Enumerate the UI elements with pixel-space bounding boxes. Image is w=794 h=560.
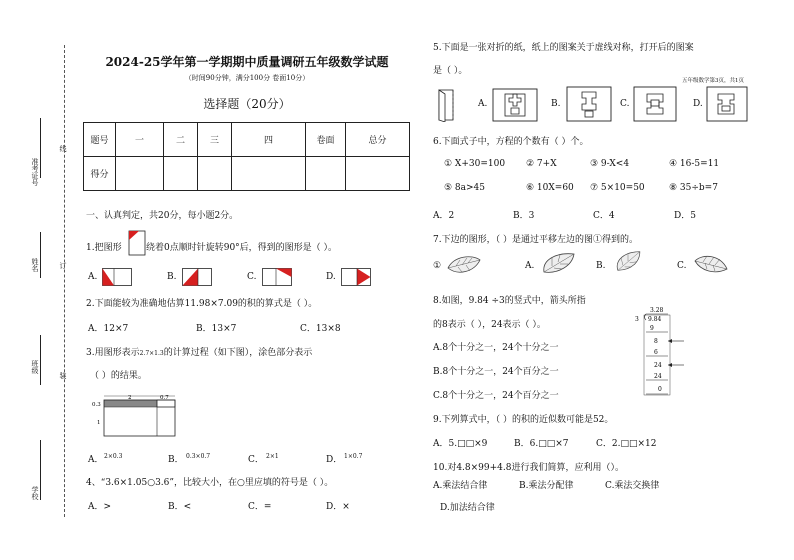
q6-item-6: ⑥ 10X=60 <box>526 183 574 193</box>
score-table-row <box>84 157 410 191</box>
q7-option-c[interactable]: C. <box>677 261 687 271</box>
q1-text-a: 1.把图形 <box>86 243 122 253</box>
sidebar-label-exam-no: 准考证号 <box>31 158 39 186</box>
q6-item-2: ② 7+X <box>526 159 557 169</box>
q5-option-b-figure <box>566 86 612 122</box>
q9-text: 9.下列算式中，（ ）的积的近似数可能是52。 <box>433 415 614 425</box>
q6-option-a[interactable]: A．2 <box>433 211 455 221</box>
part1-heading: 一、认真判定，共20分，每小题2分。 <box>86 211 239 221</box>
q3-option-a[interactable]: A． <box>88 455 104 465</box>
q1-text-b: 绕着0点顺时针旋转90°后，得到的图形是（ ）。 <box>146 243 338 253</box>
q6-item-1: ① X+30=100 <box>444 159 506 169</box>
q1-option-b[interactable]: B. <box>167 272 177 282</box>
q3-text-a: 3.用图形表示 <box>86 348 140 358</box>
score-header-cell: 一 <box>116 123 164 157</box>
q1-option-d[interactable]: D. <box>326 272 336 282</box>
q8-division-figure <box>632 305 692 403</box>
q5-option-b[interactable]: B. <box>551 99 561 109</box>
q8-option-c[interactable]: C.8个十分之一，24个百分之一 <box>433 391 559 401</box>
q3-option-b-expr: 0.3×0.7 <box>186 453 211 460</box>
q6-item-3: ③ 9-X<4 <box>590 159 630 169</box>
q3-fig-left-top: 0.3 <box>92 402 101 408</box>
q4-text: 4、“3.6×1.05○3.6”，比较大小，在○里应填的符号是（ ）。 <box>86 478 334 488</box>
sidebar-label-name: 姓名 <box>31 258 39 272</box>
sidebar-mark-zhuang: 装 <box>59 372 67 379</box>
q5-option-d[interactable]: D. <box>693 99 703 109</box>
q5-text-b: 是（ ）。 <box>433 66 468 76</box>
q8-step-6: 0 <box>658 386 662 393</box>
q1-option-d-figure <box>341 268 371 286</box>
page-number: 五年级数学第3页，共1页 <box>682 78 744 84</box>
score-header-cell: 二 <box>164 123 198 157</box>
q8-quotient: 3.28 <box>650 307 664 314</box>
q1-figure <box>128 230 146 256</box>
binding-line <box>64 45 65 517</box>
sidebar-rule-name <box>40 232 41 278</box>
score-header-cell: 题号 <box>84 123 116 157</box>
q10-option-b[interactable]: B.乘法分配律 <box>519 481 574 491</box>
exam-subtitle: （时间90分钟，满分100分 卷面10分） <box>184 74 310 82</box>
q7-option-c-leaf <box>693 253 729 275</box>
score-header-cell: 卷面 <box>306 123 346 157</box>
q3-option-b[interactable]: B． <box>168 455 184 465</box>
q8-step-2: 8 <box>654 338 658 345</box>
q5-option-c-figure <box>633 86 677 122</box>
q5-option-d-figure <box>706 86 748 122</box>
q8-option-b[interactable]: B.8个十分之一，24个百分之一 <box>433 367 559 377</box>
q10-option-c[interactable]: C.乘法交换律 <box>605 481 660 491</box>
q1-option-c-figure <box>262 268 292 286</box>
q10-text: 10.对4.8×99+4.8进行我们简算，应利用（）。 <box>433 463 624 473</box>
q2-option-c[interactable]: C．13×8 <box>300 324 341 334</box>
q7-option-b[interactable]: B. <box>596 261 606 271</box>
score-cell[interactable] <box>232 157 306 191</box>
score-cell[interactable] <box>198 157 232 191</box>
q4-option-b[interactable]: B．< <box>168 502 192 512</box>
q8-step-3: 6 <box>654 349 658 356</box>
q3-fig-top-left: 2 <box>128 395 132 401</box>
q8-dividend: 9.84 <box>648 316 662 323</box>
section-heading: 选择题（20分） <box>203 97 291 111</box>
score-cell[interactable] <box>346 157 410 191</box>
score-cell[interactable] <box>164 157 198 191</box>
q5-folded-paper <box>436 88 460 122</box>
q5-text-a: 5.下面是一张对折的纸，纸上的图案关于虚线对称，打开后的图案 <box>433 43 694 53</box>
q3-expr: 2.7×1.3 <box>139 350 164 357</box>
q8-divisor: 3 <box>635 316 639 323</box>
score-cell[interactable] <box>306 157 346 191</box>
q7-text: 7.下边的图形，（ ）是通过平移左边的图①得到的。 <box>433 235 638 245</box>
sidebar-label-class: 班级 <box>31 360 39 374</box>
q1-option-a[interactable]: A. <box>88 272 98 282</box>
sidebar-rule-top <box>40 118 41 178</box>
q4-option-c[interactable]: C．= <box>248 502 272 512</box>
sidebar-label-school: 学校 <box>31 486 39 500</box>
q8-text-b: 的8表示（ ），24表示（ ）。 <box>433 320 546 330</box>
sidebar-rule-class <box>40 335 41 385</box>
sidebar-mark-line: 线 <box>59 145 67 152</box>
q1-option-a-figure <box>102 268 132 286</box>
q7-figure-label: ① <box>433 261 442 271</box>
score-table-header-row <box>84 123 410 157</box>
q6-option-c[interactable]: C．4 <box>593 211 615 221</box>
q3-fig-left-mid: 1 <box>97 420 101 426</box>
q5-option-c[interactable]: C. <box>620 99 630 109</box>
q6-item-5: ⑤ 8a>45 <box>444 183 486 193</box>
q3-option-c[interactable]: C． <box>248 455 264 465</box>
q7-option-a-leaf <box>540 252 576 274</box>
q3-option-a-expr: 2×0.3 <box>104 453 123 460</box>
exam-title: 2024-25学年第一学期期中质量调研五年级数学试题 <box>105 55 389 69</box>
q6-option-d[interactable]: D．5 <box>674 211 696 221</box>
q3-option-d[interactable]: D． <box>326 455 343 465</box>
q6-item-4: ④ 16-5=11 <box>669 159 720 169</box>
q4-option-d[interactable]: D．× <box>326 502 350 512</box>
q7-option-a[interactable]: A. <box>525 261 535 271</box>
q9-option-c[interactable]: C．2.□□×12 <box>596 439 657 449</box>
score-table <box>83 122 410 191</box>
q1-option-c[interactable]: C. <box>247 272 257 282</box>
q3-text-b: 的计算过程（如下图），涂色部分表示 <box>163 348 313 358</box>
q5-option-a[interactable]: A. <box>478 99 488 109</box>
q1-option-b-figure <box>182 268 212 286</box>
score-header-cell: 总分 <box>346 123 410 157</box>
q3-option-d-expr: 1×0.7 <box>344 453 363 460</box>
q8-text-a: 8.如图，9.84 ÷3的竖式中，箭头所指 <box>433 296 586 306</box>
q6-item-8: ⑧ 35÷b=7 <box>669 183 718 193</box>
q8-step-4: 24 <box>654 362 662 369</box>
q6-item-7: ⑦ 5×10=50 <box>590 183 645 193</box>
q3-fig-top-right: 0.7 <box>160 395 169 401</box>
q5-option-a-figure <box>492 88 538 122</box>
q2-option-a[interactable]: A．12×7 <box>88 324 129 334</box>
q2-option-b[interactable]: B．13×7 <box>196 324 237 334</box>
q7-option-b-leaf <box>610 250 646 272</box>
q9-option-a[interactable]: A．5.□□×9 <box>433 439 488 449</box>
q3-option-c-expr: 2×1 <box>266 453 279 460</box>
q4-option-a[interactable]: A．> <box>88 502 112 512</box>
q2-text: 2.下面能较为准确地估算11.98×7.09的积的算式是（ ）。 <box>86 299 318 309</box>
q6-option-b[interactable]: B．3 <box>513 211 535 221</box>
score-header-cell: 三 <box>198 123 232 157</box>
score-header-cell: 四 <box>232 123 306 157</box>
q8-step-1: 9 <box>650 325 654 332</box>
score-cell[interactable] <box>116 157 164 191</box>
q7-leaf-original <box>446 254 482 276</box>
q10-option-d[interactable]: D.加法结合律 <box>440 503 495 513</box>
q9-option-b[interactable]: B．6.□□×7 <box>514 439 569 449</box>
q3-text <box>86 345 312 358</box>
q8-option-a[interactable]: A.8个十分之一，24个十分之一 <box>433 343 559 353</box>
score-row-label: 得分 <box>84 157 116 191</box>
q10-option-a[interactable]: A.乘法结合律 <box>433 481 488 491</box>
sidebar-rule-school <box>40 440 41 500</box>
q8-step-5: 24 <box>654 373 662 380</box>
q6-text: 6.下面式子中，方程的个数有（ ）个。 <box>433 137 589 147</box>
sidebar-mark-ding: 订 <box>59 262 67 269</box>
q3-text-c: （ ）的结果。 <box>90 371 147 381</box>
q3-area-figure <box>90 394 186 440</box>
